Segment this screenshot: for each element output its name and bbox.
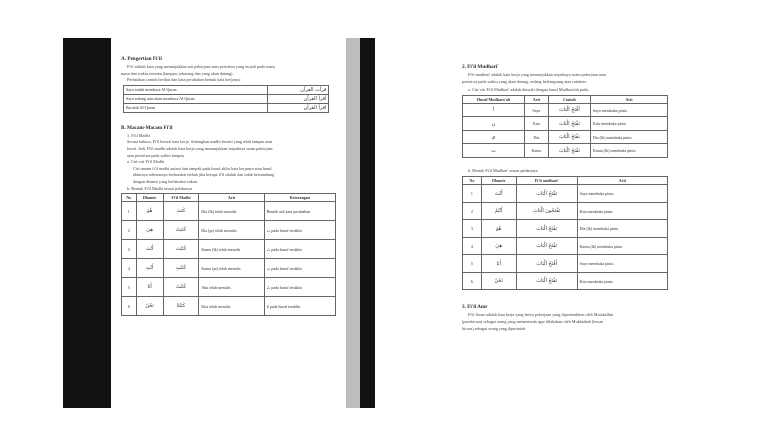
madhi-table [121, 193, 336, 316]
body-line: Secara bahasa, Fi'il berarti kata kerja. Sedangkan madhi berarti yang telah lampau atau [127, 139, 273, 145]
cell: 3 [463, 220, 482, 238]
heading-macam: B. Macam-Macam Fi'il [121, 124, 173, 131]
body-line: Fi'il mudhari' adalah kata kerja yang menunjukkan terjadinya suatu pekerjaan atau [468, 72, 606, 77]
cell: أَنَا [481, 255, 516, 273]
page-gutter [346, 38, 360, 408]
body-line: akhirnya sebenarnya berharakat fathah jika berupa fi'il shahih dan tidak bersambung [133, 172, 275, 178]
cell: 3 [122, 240, 137, 259]
cell: 6 [463, 272, 482, 290]
cell: Kita membuka pintu [577, 272, 667, 290]
col-header: Dhamir [481, 177, 516, 185]
body-line: Ciri umum fi'il madhi antara lain tampak pada huruf akhir kata kerjanya atau huruf [133, 165, 272, 171]
cell: Saya membuka pintu [577, 185, 667, 203]
cell: كَتَبْتُ [163, 278, 199, 297]
intro-line: Perhatikan contoh berikut dan kata perubahan bentuk kata kerjanya: [127, 77, 241, 83]
cell: أَنْتُمْ [481, 202, 516, 220]
body-line: (pembicara) sebagai orang yang memerintah agar dilakukan oleh Mukhathab (lawan [462, 318, 604, 324]
sub-heading: b. Bentuk Fi'il Mudhari' sesuai pelakunya [468, 167, 538, 173]
col-header: Arti [590, 95, 667, 103]
example-id: Saya sedang atau akan membaca Al-Quran [124, 94, 268, 103]
table-row [463, 220, 668, 238]
cell: هِيَ [481, 237, 516, 255]
body-line: lewat. Jadi, Fi'il madhi adalah kata kerja yang menunjukkan terjadinya suatu pekerjaan [127, 145, 273, 151]
col-header: No [122, 194, 137, 202]
body-line: dengan dhamir yang berharakat sukun. [133, 178, 199, 184]
cell: أَفْتَحُ الْبَابَ [548, 103, 590, 117]
col-header: Dhamir [136, 194, 163, 202]
cell: Kamu (pr) telah menulis [199, 259, 264, 278]
cell: أَنَا [136, 278, 163, 297]
cell: ت pada huruf terakhir [264, 221, 335, 240]
table-row [122, 297, 336, 316]
cell: Kita membuka pintu [590, 117, 667, 131]
table-row [463, 117, 668, 131]
cell: يَفْتَحُ الْبَابَ [548, 130, 590, 144]
cell: Kamu [524, 144, 548, 158]
cell: نَحْنُ [481, 272, 516, 290]
middle-margin-bar [360, 38, 375, 408]
cell: نَا pada huruf terakhir [264, 297, 335, 316]
cell: 5 [463, 255, 482, 273]
col-header: Arti [199, 194, 264, 202]
cell: أَنْتِ [136, 259, 163, 278]
cell: كَتَبَ [163, 202, 199, 221]
cell: Bentuk asli kata perubahan [264, 202, 335, 221]
table-row [463, 185, 668, 203]
cell: نَفْتَحُ الْبَابَ [548, 117, 590, 131]
table-row [122, 202, 336, 221]
cell: ن [463, 117, 525, 131]
cell: تَفْتَحُ الْبَابَ [516, 237, 577, 255]
table-header-row [122, 194, 336, 202]
cell: أَنْتَ [481, 185, 516, 203]
cell: 5 [122, 278, 137, 297]
example-table [123, 85, 329, 113]
col-header: Arti [577, 177, 667, 185]
cell: Saya membuka pintu [590, 103, 667, 117]
cell: أَنْتَ [136, 240, 163, 259]
cell: 4 [463, 237, 482, 255]
cell: Kita membuka pintu [577, 202, 667, 220]
col-header: No [463, 177, 482, 185]
table-row [463, 130, 668, 144]
col-header: Fi'il mudhari' [516, 177, 577, 185]
table-row [463, 272, 668, 290]
cell: Dia (lk) membuka pintu [577, 220, 667, 238]
sub-heading: a. Ciri-ciri Fi'il Mudhari' adalah diawali dengan huruf Mudhara'ah pada, [468, 87, 589, 93]
col-header: Huruf Mudhara'ah [463, 95, 525, 103]
table-row [463, 144, 668, 158]
table-row [124, 85, 329, 94]
col-header: Contoh [548, 95, 590, 103]
left-margin-bar [63, 38, 111, 408]
cell: 2 [463, 202, 482, 220]
intro-line: masa dan waktu tertentu (lampau, sekarang dan yang akan datang). [121, 70, 234, 76]
cell: كَتَبْتِ [163, 259, 199, 278]
example-ar: أقرأ القرآن [268, 94, 329, 103]
cell: أَفْتَحُ الْبَابَ [516, 255, 577, 273]
heading-pengertian: A. Pengertian Fi'il [121, 56, 162, 62]
table-row [122, 240, 336, 259]
cell: 6 [122, 297, 137, 316]
cell: Kita [524, 117, 548, 131]
cell: تَ pada huruf terakhir [264, 240, 335, 259]
col-header: Fi'il Madhi [163, 194, 199, 202]
table-row [463, 103, 668, 117]
table-row [124, 94, 329, 103]
cell: Saya membuka pintu [577, 255, 667, 273]
body-line: Fi'il Amar adalah kata kerja yang berisi pekerjaan yang diperintahkan oleh Mutakallim [468, 312, 614, 318]
heading-mudhari: 2. Fi'il Mudhari' [462, 64, 499, 70]
example-ar: اقرأ القرآن [268, 103, 329, 112]
table-row [122, 221, 336, 240]
sub-heading: 1. Fi'il Madhi [127, 132, 150, 138]
cell: كَتَبَتْ [163, 221, 199, 240]
cell: كَتَبْنَا [163, 297, 199, 316]
cell: Dia (lk) telah menulis [199, 202, 264, 221]
cell: هُوَ [481, 220, 516, 238]
cell: Kita telah menulis [199, 297, 264, 316]
cell: Kamu (lk) membuka pintu [577, 237, 667, 255]
cell: Dia (pr) telah menulis [199, 221, 264, 240]
table-row [463, 237, 668, 255]
cell: تِ pada huruf terakhir [264, 259, 335, 278]
cell: كَتَبْتَ [163, 240, 199, 259]
cell: 1 [463, 185, 482, 203]
cell: Dia [524, 130, 548, 144]
cell: Dia (lk) membuka pintu [590, 130, 667, 144]
cell: Kamu (lk) membuka pintu [590, 144, 667, 158]
sub-heading: b. Bentuk Fi'il Madhi sesuai pelakunya [127, 185, 193, 191]
table-row [463, 202, 668, 220]
cell: تُ pada huruf terakhir [264, 278, 335, 297]
cell: 1 [122, 202, 137, 221]
cell: ي [463, 130, 525, 144]
body-line: peristiwa pada waktu yang akan datang, sedang berlangsung atau rutinitas. [462, 78, 588, 84]
cell: أ [463, 103, 525, 117]
cell: 2 [122, 221, 137, 240]
cell: نَفْتَحُ الْبَابَ [516, 272, 577, 290]
example-id: Bacalah Al-Quran [124, 103, 268, 112]
mudhari-ciri-table [462, 95, 668, 158]
table-row [124, 103, 329, 112]
intro-line: Fi'il adalah kata yang menunjukkan arti pekerjaan atau peristiwa yang terjadi pada suatu [127, 64, 275, 69]
col-header: Keterangan [264, 194, 335, 202]
col-header: Arti [524, 95, 548, 103]
cell: هُوَ [136, 202, 163, 221]
cell: نَحْنُ [136, 297, 163, 316]
document-page-2 [456, 48, 672, 413]
cell: ت [463, 144, 525, 158]
cell: 4 [122, 259, 137, 278]
cell: تَفْتَحُونَ الْبَابَ [516, 202, 577, 220]
cell: Aku telah menulis [199, 278, 264, 297]
cell: هِيَ [136, 221, 163, 240]
cell: يَفْتَحُ الْبَابَ [516, 220, 577, 238]
heading-amr: 3. Fi'il Amr [462, 304, 488, 311]
cell: Kamu (lk) telah menulis [199, 240, 264, 259]
body-line: atau peristiwa pada waktu lampau. [127, 152, 186, 158]
table-header-row [463, 177, 668, 185]
table-row [463, 255, 668, 273]
document-page-1 [111, 38, 346, 408]
table-row [122, 278, 336, 297]
example-id: Saya sudah membaca Al-Quran [124, 85, 268, 94]
cell: تَفْتَحُ الْبَابَ [516, 185, 577, 203]
table-header-row [463, 95, 668, 103]
table-row [122, 259, 336, 278]
cell: تَفْتَحُ الْبَابَ [548, 144, 590, 158]
example-ar: قرأت القرآن [268, 85, 329, 94]
cell: Saya [524, 103, 548, 117]
sub-heading: a. Ciri-ciri Fi'il Madhi [127, 159, 165, 165]
body-line: bicara) sebagai orang yang diperintah. [462, 325, 527, 331]
mudhari-bentuk-table [462, 176, 668, 290]
